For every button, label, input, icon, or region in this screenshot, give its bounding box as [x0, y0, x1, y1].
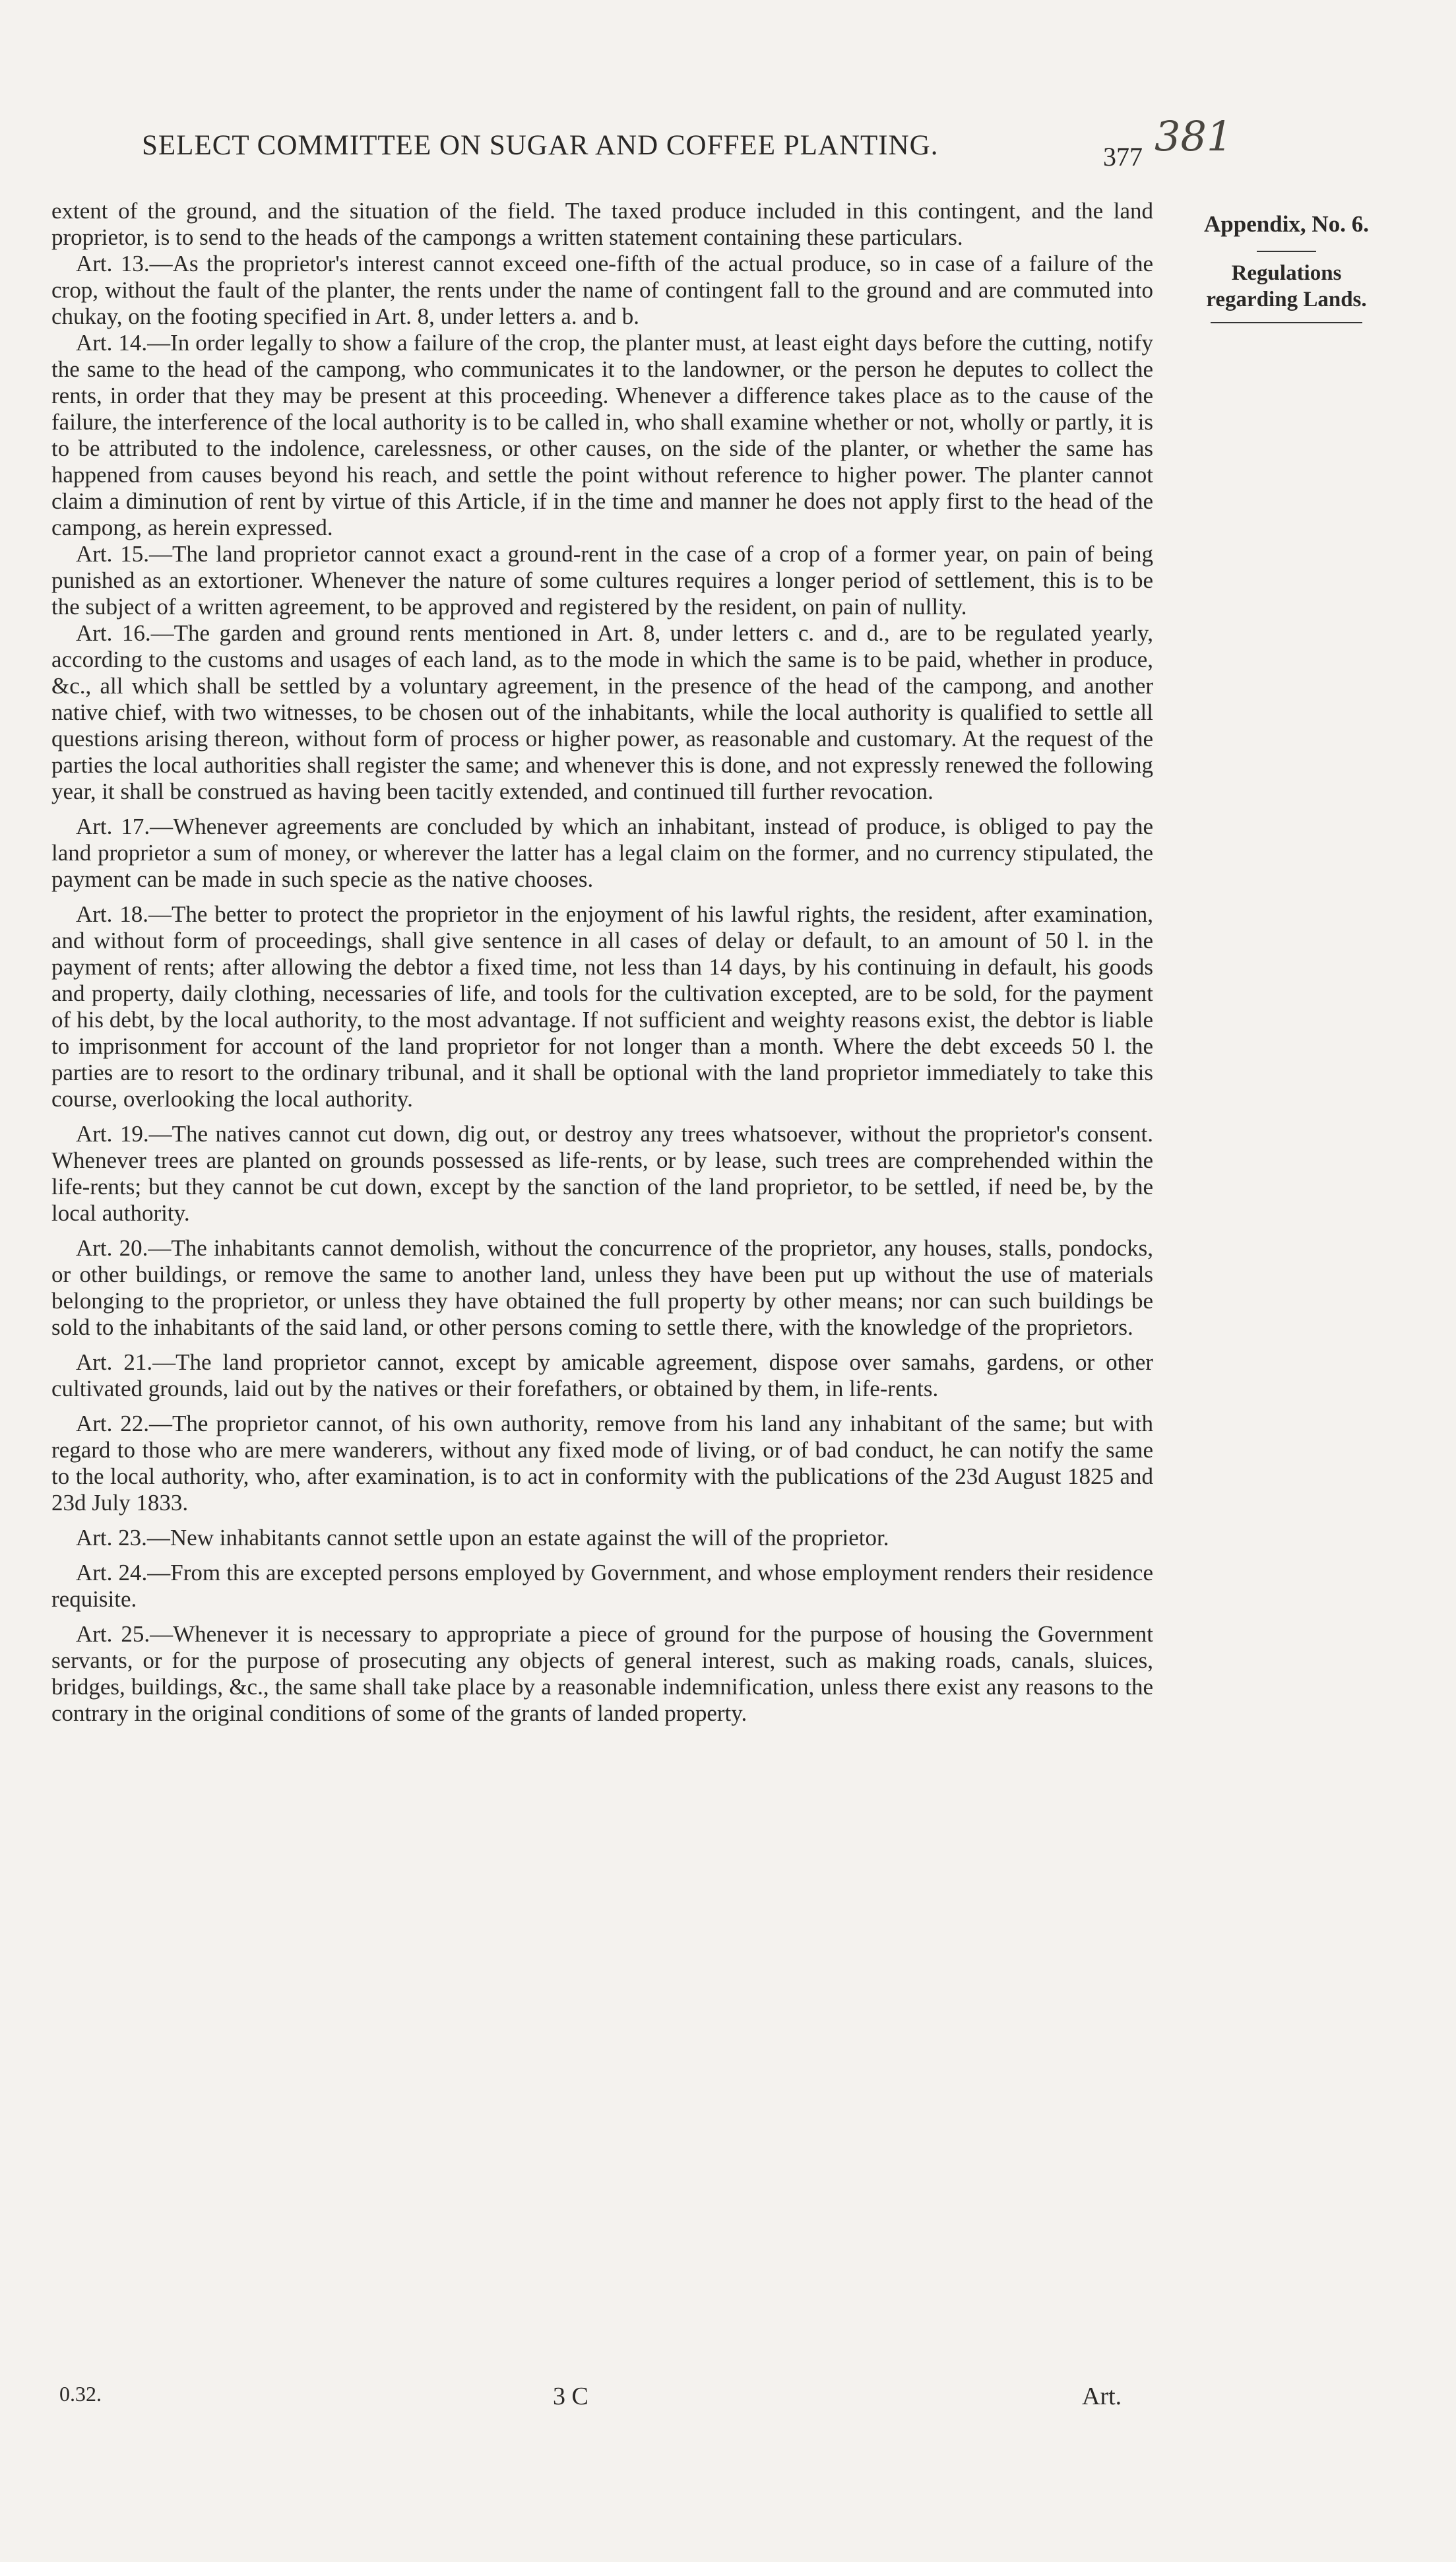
article-17: Art. 17.—Whenever agreements are concluded by which an inhabitant, instead of produce, is obliged to pay the land proprietor a sum of money, or wherever the latter has a legal claim on the former, and no currency stipulated, the payment can be made in such specie as the native chooses. [51, 814, 1153, 892]
printer-signature: 0.32. [59, 2382, 102, 2406]
article-23: Art. 23.—New inhabitants cannot settle upon an estate against the will of the proprietor. [76, 1525, 889, 1551]
article-18: Art. 18.—The better to protect the proprietor in the enjoyment of his lawful rights, the resident, after examination, and without form of proceedings, shall give sentence in all cases of delay or default, to an amount of 50 l. in the payment of rents; after allowing the debtor a fixed time, not less than 14 days, by his continuing in default, his goods and property, daily clothing, necessaries of life, and tools for the cultivation excepted, are to be sold, for the payment of his debt, by the local authority, to the most advantage. If not sufficient and weighty reasons exist, the debtor is liable to imprisonment for account of the land proprietor for not longer than a month. Where the debt exceeds 50 l. the parties are to resort to the ordinary tribunal, and it shall be optional with the land proprietor immediately to take this course, overlooking the local authority. [51, 901, 1153, 1112]
article-20: Art. 20.—The inhabitants cannot demolish, without the concurrence of the proprietor, any houses, stalls, pondocks, or other buildings, or remove the same to another land, unless they have been put up without the use of materials belonging to the proprietor, or unless they have obtained the full property by other means; nor can such buildings be sold to the inhabitants of the said land, or other persons coming to settle there, with the knowledge of the proprietors. [51, 1235, 1153, 1340]
article-14: Art. 14.—In order legally to show a failure of the crop, the planter must, at least eight days before the cutting, notify the same to the head of the campong, who communicates it to the landowner, or the person he deputes to collect the rents, in order that they may be present at this proceeding. Whenever a difference takes place as to the cause of the failure, the interference of the local authority is to be called in, who shall examine whether or not, wholly or partly, it is to be attributed to the indolence, carelessness, or other causes, on the side of the planter, or whether the same has happened from causes beyond his reach, and settle the point without reference to higher power. The planter cannot claim a diminution of rent by virtue of this Article, if in the time and manner he does not apply first to the head of the campong, as herein expressed. [51, 330, 1153, 540]
running-head: SELECT COMMITTEE ON SUGAR AND COFFEE PLANTING. [142, 130, 939, 161]
catchword: Art. [1082, 2383, 1122, 2410]
article-19: Art. 19.—The natives cannot cut down, dig out, or destroy any trees whatsoever, without the proprietor's consent. Whenever trees are planted on grounds possessed as life-rents, or by lease, such trees are comprehended within the life-rents; but they cannot be cut down, except by the sanction of the land proprietor, to be settled, if need be, by the local authority. [51, 1121, 1153, 1226]
margin-rule [1211, 322, 1362, 323]
margin-dash [1257, 251, 1316, 252]
margin-note [1178, 210, 1395, 323]
paragraph-continuation: extent of the ground, and the situation of the field. The taxed produce included in this contingent, and the land proprietor, is to send to the heads of the campongs a written statement containing these particulars. [51, 198, 1153, 250]
regulations-label-line1: Regulations [1231, 261, 1342, 285]
handwritten-folio-number: 381 [1155, 112, 1233, 160]
regulations-label-line2: regarding Lands. [1206, 288, 1367, 311]
body-text [51, 198, 1153, 1727]
article-24: Art. 24.—From this are excepted persons employed by Government, and whose employment renders their residence requisite. [51, 1560, 1153, 1612]
article-13: Art. 13.—As the proprietor's interest cannot exceed one-fifth of the actual produce, so in case of a failure of the crop, without the fault of the planter, the rents under the name of contingent fall to the ground and are commuted into chukay, on the footing specified in Art. 8, under letters a. and b. [51, 251, 1153, 329]
article-25: Art. 25.—Whenever it is necessary to appropriate a piece of ground for the purpose of housing the Government servants, or for the purpose of prosecuting any objects of general interest, such as making roads, canals, sluices, bridges, buildings, &c., the same shall take place by a reasonable indemnification, unless there exist any reasons to the contrary in the original conditions of some of the grants of landed property. [51, 1621, 1153, 1726]
appendix-label: Appendix, No. 6. [1204, 211, 1369, 237]
article-21: Art. 21.—The land proprietor cannot, except by amicable agreement, dispose over samahs, gardens, or other cultivated grounds, laid out by the natives or their forefathers, or obtained by them, in life-rents. [51, 1349, 1153, 1401]
page-number: 377 [1103, 142, 1143, 172]
article-15: Art. 15.—The land proprietor cannot exact a ground-rent in the case of a crop of a former year, on pain of being punished as an extortioner. Whenever the nature of some cultures requires a longer period of settlement, this is to be the subject of a written agreement, to be approved and registered by the resident, on pain of nullity. [51, 541, 1153, 620]
article-16: Art. 16.—The garden and ground rents mentioned in Art. 8, under letters c. and d., are to be regulated yearly, according to the customs and usages of each land, as to the mode in which the same is to be paid, whether in produce, &c., all which shall be settled by a voluntary agreement, in the presence of the head of the campong, and another native chief, with two witnesses, to be chosen out of the inhabitants, while the local authority is qualified to settle all questions arising thereon, without form of process or higher power, as reasonable and customary. At the request of the parties the local authorities shall register the same; and whenever this is done, and not expressly renewed the following year, it shall be construed as having been tacitly extended, and continued till further revocation. [51, 620, 1153, 804]
signature-mark: 3 C [553, 2383, 588, 2410]
article-22: Art. 22.—The proprietor cannot, of his own authority, remove from his land any inhabitant of the same; but with regard to those who are mere wanderers, without any fixed mode of living, or of bad conduct, he can notify the same to the local authority, who, after examination, is to act in conformity with the publications of the 23d August 1825 and 23d July 1833. [51, 1411, 1153, 1516]
